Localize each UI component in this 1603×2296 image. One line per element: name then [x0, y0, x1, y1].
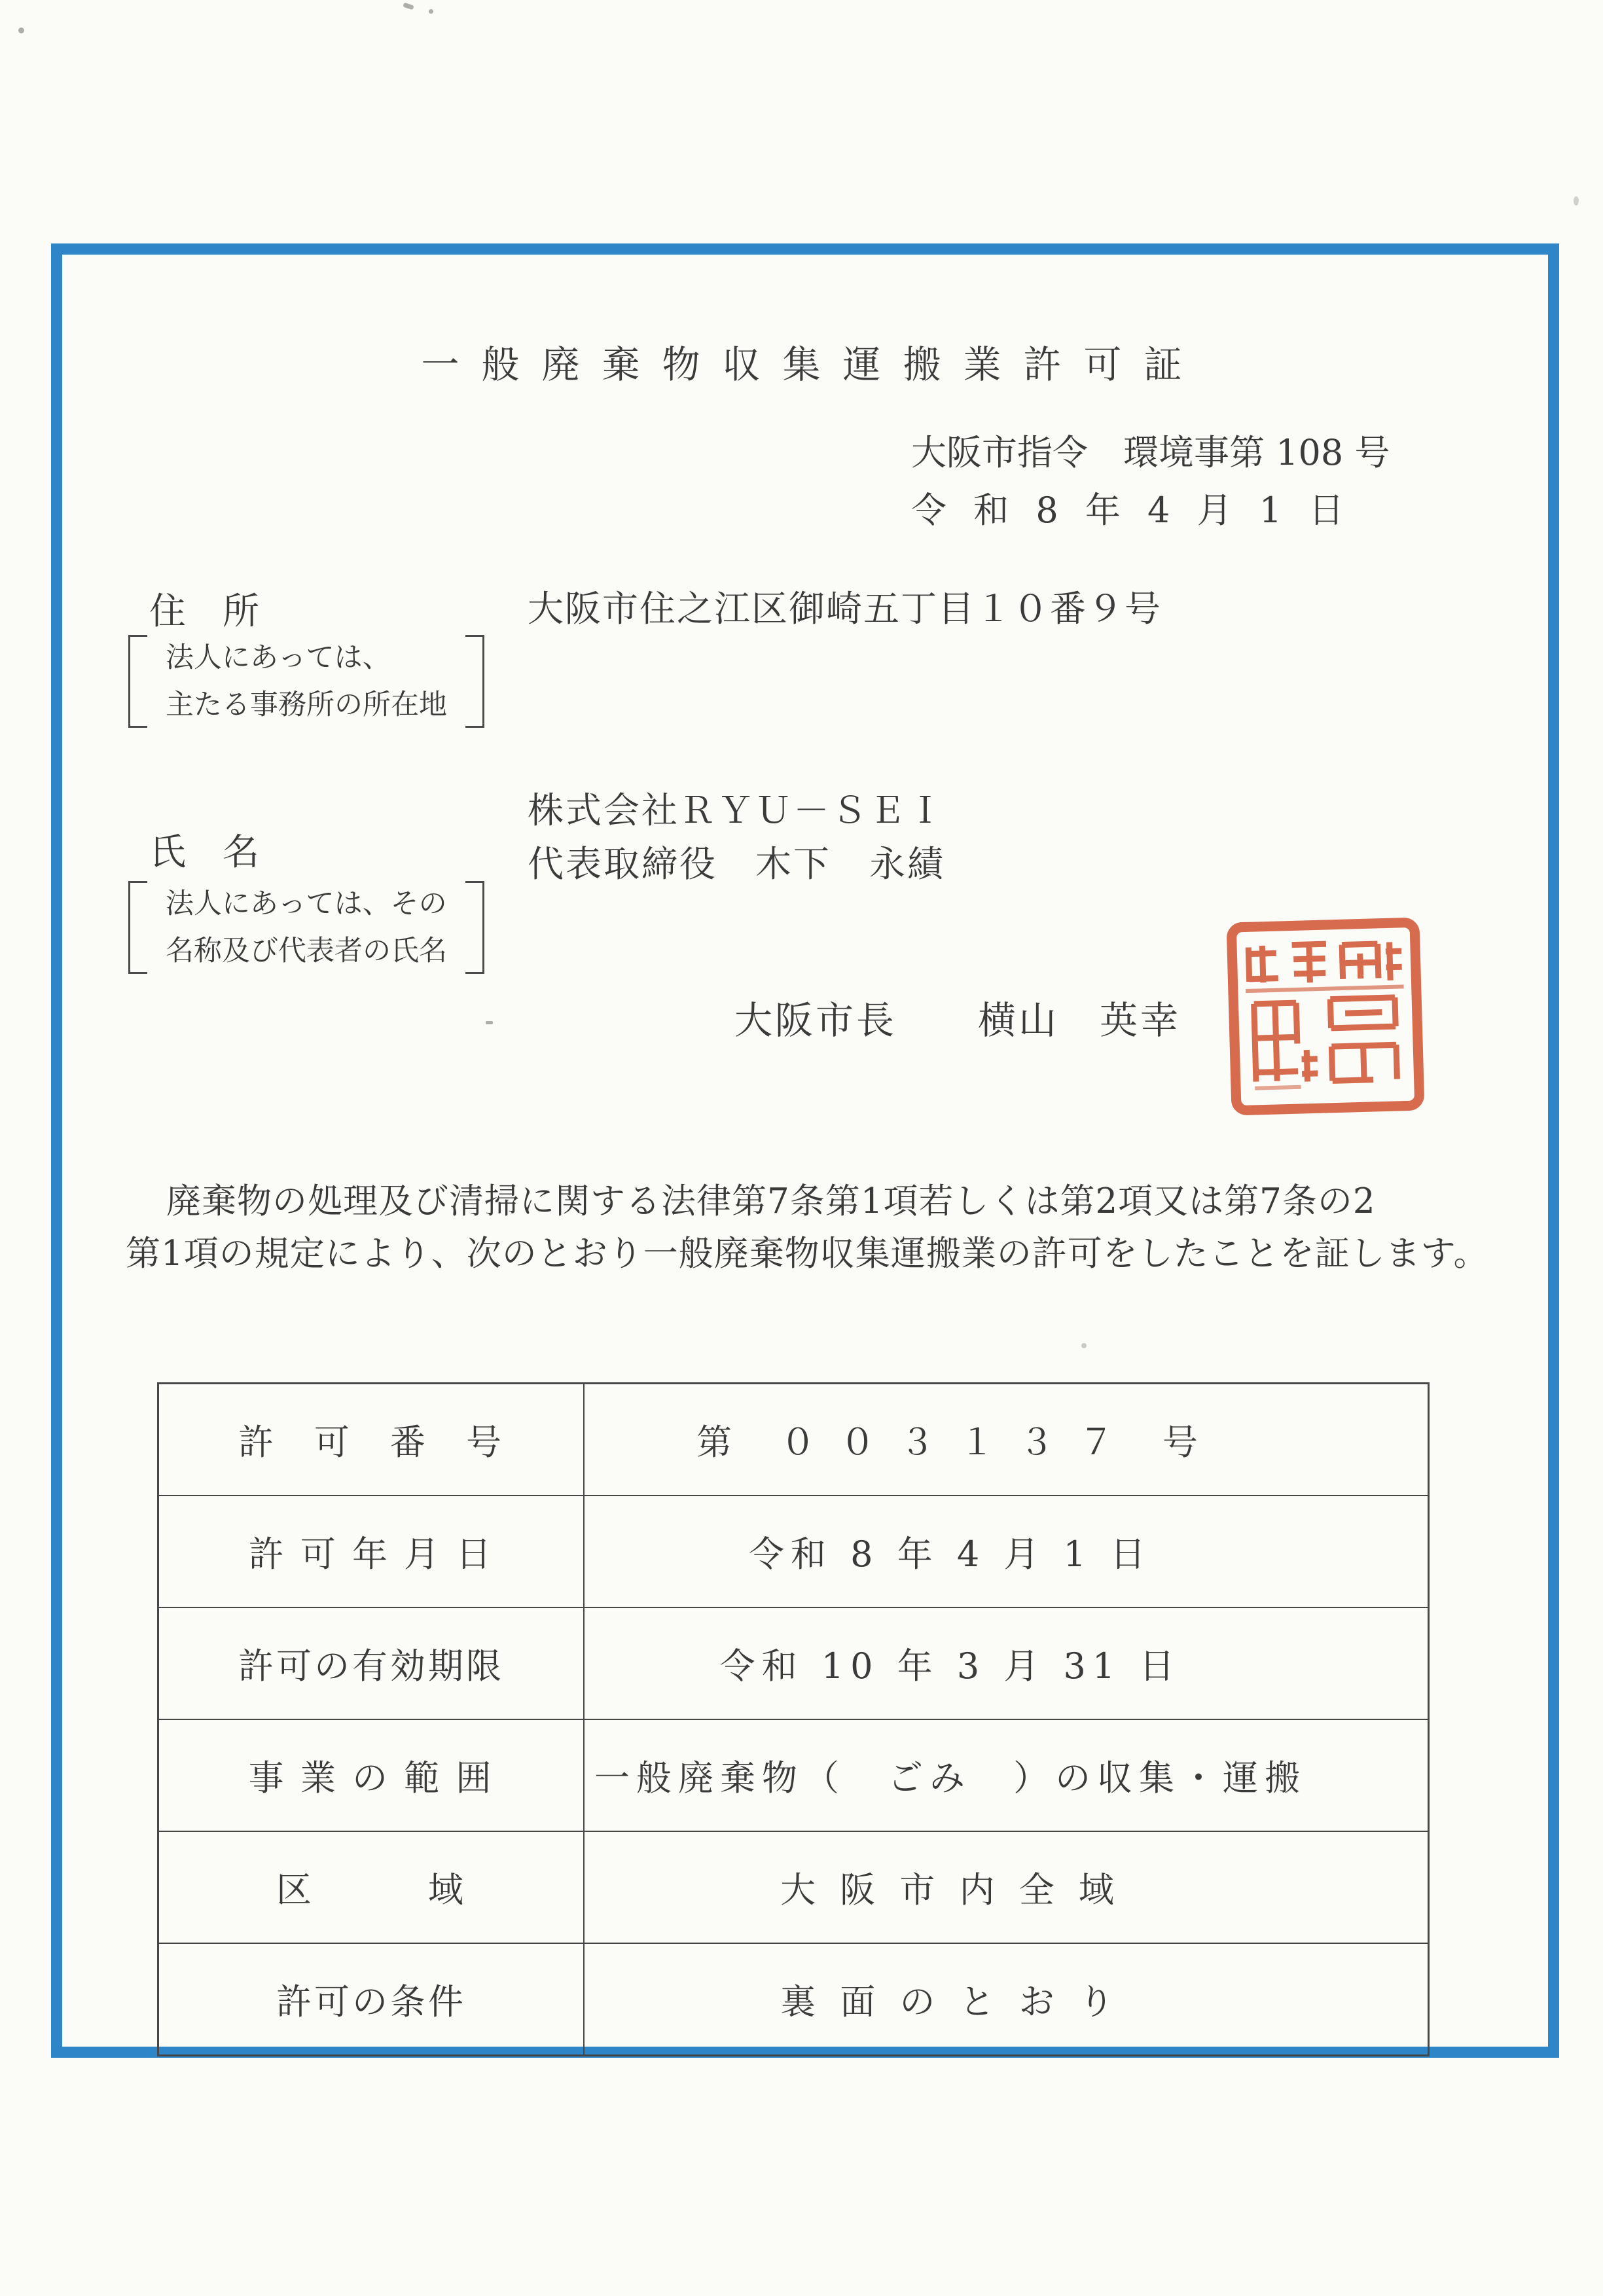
representative-name: 代表取締役 木下 永績 — [528, 843, 946, 885]
row-label: 許 可 番 号 — [159, 1384, 585, 1495]
statement-line1: 廃棄物の処理及び清掃に関する法律第7条第1項若しくは第2項又は第7条の2 — [166, 1181, 1376, 1221]
address-corporate-note — [128, 635, 484, 728]
right-bracket-icon — [465, 881, 484, 974]
issue-date: 令 和 8 年 4 月 1 日 — [911, 490, 1352, 531]
scan-artifact — [429, 9, 433, 14]
legal-statement — [126, 1175, 1500, 1280]
name-label: 氏 名 — [149, 831, 259, 874]
row-value: 令和 8 年 4 月 1 日 — [748, 1534, 1153, 1575]
row-label: 事 業 の 範 囲 — [159, 1720, 585, 1831]
address-value: 大阪市住之江区御崎五丁目１０番９号 — [528, 588, 1162, 630]
row-label: 許可の条件 — [159, 1944, 585, 2054]
table-row-permit-number — [159, 1384, 1428, 1495]
table-row-area — [159, 1831, 1428, 1943]
left-bracket-icon — [128, 881, 147, 974]
address-note-line2: 主たる事務所の所在地 — [166, 689, 447, 721]
row-label: 区 域 — [159, 1832, 585, 1943]
official-red-seal-icon — [1224, 915, 1427, 1118]
directive-number: 大阪市指令 環境事第 108 号 — [911, 432, 1390, 473]
table-row-expiration — [159, 1607, 1428, 1719]
scan-artifact — [403, 3, 414, 10]
row-label: 許可の有効期限 — [159, 1608, 585, 1719]
address-note-line1: 法人にあっては、 — [166, 641, 391, 674]
right-bracket-icon — [465, 635, 484, 728]
issuer-signature: 大阪市長 横山 英幸 — [734, 998, 1181, 1043]
table-row-permit-date — [159, 1495, 1428, 1607]
row-value: 令和 10 年 3 月 31 日 — [719, 1645, 1181, 1687]
row-value: 第 ０ ０ ３ １ ３ ７ 号 — [696, 1422, 1204, 1463]
scan-artifact — [18, 27, 24, 33]
table-row-conditions — [159, 1943, 1428, 2054]
name-note-line2: 名称及び代表者の氏名 — [166, 935, 447, 967]
row-label: 許 可 年 月 日 — [159, 1496, 585, 1607]
page-title: 一般廃棄物収集運搬業許可証 — [421, 342, 1204, 387]
statement-line2: 第1項の規定により、次のとおり一般廃棄物収集運搬業の許可をしたことを証します。 — [126, 1234, 1489, 1274]
row-value: 裏 面 の と お り — [780, 1981, 1121, 2022]
table-row-business-scope — [159, 1719, 1428, 1831]
permit-details-table — [157, 1382, 1430, 2056]
left-bracket-icon — [128, 635, 147, 728]
row-value: 一般廃棄物（ ごみ ）の収集・運搬 — [594, 1757, 1306, 1799]
address-label: 住 所 — [149, 590, 259, 633]
row-value: 大 阪 市 内 全 域 — [780, 1869, 1121, 1910]
name-note-line1: 法人にあっては、その — [166, 888, 447, 920]
name-corporate-note — [128, 881, 484, 974]
company-name: 株式会社ＲＹＵ－ＳＥＩ — [528, 789, 946, 831]
scan-artifact — [1574, 196, 1579, 206]
issue-info — [911, 424, 1390, 539]
